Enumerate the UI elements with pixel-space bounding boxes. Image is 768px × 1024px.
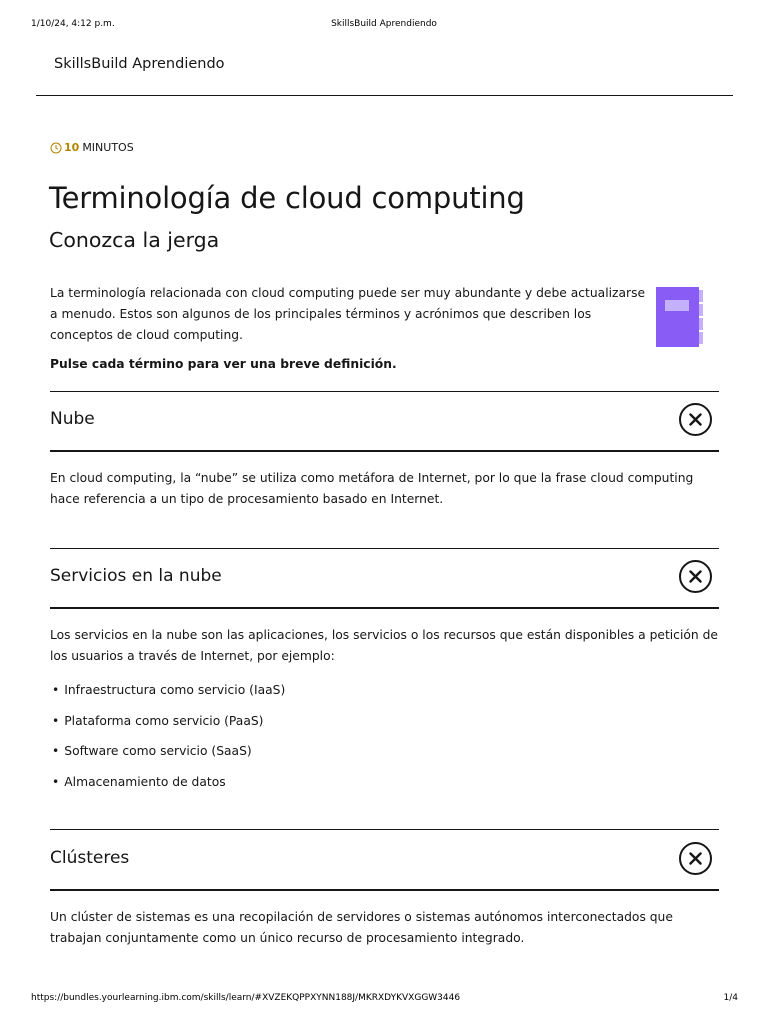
- print-footer: [0, 993, 768, 1007]
- header-divider: [36, 95, 733, 96]
- print-url[interactable]: https://bundles.yourlearning.ibm.com/skills/learn/#XVZEKQPPXYNN188J/MKRXDYKVXGGW3446: [31, 993, 461, 1003]
- list-item: • Almacenamiento de datos: [52, 774, 285, 805]
- accordion-divider: [50, 450, 719, 452]
- list-item: • Infraestructura como servicio (IaaS): [52, 682, 285, 713]
- services-list: [52, 682, 285, 804]
- accordion-divider: [50, 548, 719, 549]
- close-icon: [689, 852, 702, 865]
- duration-badge: [50, 141, 134, 154]
- page-title: Terminología de cloud computing: [49, 181, 525, 215]
- accordion-title-clusteres[interactable]: Clústeres: [50, 848, 130, 868]
- print-title: SkillsBuild Aprendiendo: [331, 19, 437, 29]
- accordion-divider: [50, 829, 719, 830]
- collapse-button-clusteres[interactable]: [679, 842, 712, 875]
- collapse-button-nube[interactable]: [679, 403, 712, 436]
- page-number: 1/4: [723, 993, 738, 1003]
- duration-unit: MINUTOS: [82, 141, 134, 154]
- accordion-divider: [50, 391, 719, 392]
- page-subtitle: Conozca la jerga: [49, 228, 220, 252]
- clock-icon: [50, 142, 62, 154]
- collapse-button-servicios[interactable]: [679, 560, 712, 593]
- instruction-text: Pulse cada término para ver una breve definición.: [50, 357, 397, 371]
- intro-paragraph: La terminología relacionada con cloud computing puede ser muy abundante y debe actualizarse a menudo. Estos son algunos de los principales términos y acrónimos que describen los conceptos de cloud computing.: [50, 286, 646, 342]
- print-header: [0, 19, 768, 33]
- accordion-title-servicios[interactable]: Servicios en la nube: [50, 566, 222, 586]
- accordion-body-nube: En cloud computing, la “nube” se utiliza como metáfora de Internet, por lo que la frase cloud computing hace referencia a un tipo de procesamiento basado en Internet.: [50, 471, 694, 506]
- duration-value: 10: [64, 141, 80, 154]
- accordion-divider: [50, 607, 719, 609]
- accordion-body-servicios: Los servicios en la nube son las aplicaciones, los servicios o los recursos que están disponibles a petición de los usuarios a través de Internet, por ejemplo:: [50, 628, 718, 663]
- list-item: • Plataforma como servicio (PaaS): [52, 713, 285, 744]
- accordion-title-nube[interactable]: Nube: [50, 409, 95, 429]
- list-item: • Software como servicio (SaaS): [52, 743, 285, 774]
- close-icon: [689, 570, 702, 583]
- notebook-icon: [655, 286, 705, 348]
- print-datetime: 1/10/24, 4:12 p.m.: [31, 19, 115, 29]
- brand-logo-text[interactable]: SkillsBuild Aprendiendo: [54, 56, 225, 72]
- accordion-divider: [50, 889, 719, 891]
- close-icon: [689, 413, 702, 426]
- accordion-body-clusteres: Un clúster de sistemas es una recopilación de servidores o sistemas autónomos interconectados que trabajan conjuntamente como un único recurso de procesamiento integrado.: [50, 910, 673, 945]
